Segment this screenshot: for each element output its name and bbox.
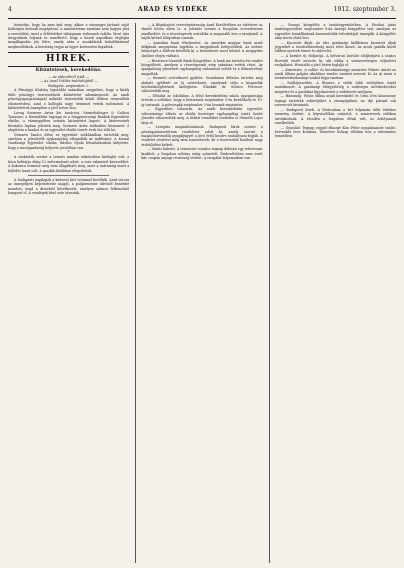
masthead: ARAD ÉS VIDÉKE (137, 6, 208, 13)
news-item: — A kerület új elöljárója. A belvárosi kerület elöljárójává a tanács Horváth Imrét nevezte ki, aki eddig a számvevőségen teljesített szolgálatot. Hivatalát a jövő héten foglalja el. (274, 54, 396, 67)
paragraph: Nemzeti Tanács ülése az egyesület székházában tartották meg, amelyen a jelenlevők egyhangúlag elfogadták az indítványt. A Kassai Gazdasági Egyesület elnöke, Bárdos Gyula felszólalásában kifejtette, hogy a mezőgazdaság helyzete javulóban van. (8, 132, 130, 150)
paragraph: A budapesti napilapok a kedvező hírt örömmel közölték. Arad városa az ünnepélyen képviseltette magát, a polgármester üdvözlő beszédet mondott, majd a díszebéd következett, amelyen számos felköszöntő hangzott el. A vendégek késő este távoztak. (8, 177, 130, 195)
news-item: — Ünnepi közgyűlés a tanítóegyesületben. A Pécskai járás tanítóegyesülete szeptember 8-án ünnepi közgyűlést tart, amelyen az egyesület fennállásának huszonötödik évfordulóját ünneplik. A közgyűlés után közös ebéd lesz. (274, 23, 396, 41)
news-item: — Amerikai bank elhelyezése. Az amerikai magyar bank aradi fiókjának megnyitása ügyében a tárgyalások befejeződtek. Az intézet helyiségét a főtéren bérelték ki, a berendezés most készül. A megnyitás október elején várható. (141, 40, 263, 58)
paragraph: A Pénzügyi Közlöny legutóbbi számában megjelent, hogy a király több pénzügyi tisztviselőnek kitüntetést adományozott. Az aradi pénzügyigazgatóságnál működő tisztviselők közül többen részesültek elismerésben, amit a kollegák nagy örömmel vettek tudomásul. A kitüntetettek ünneplése a jövő héten lesz. (8, 88, 130, 110)
column-1 (8, 23, 129, 563)
byline-source: — Az Arad Vidéke tudósítójától — (39, 79, 98, 84)
divider (28, 175, 109, 176)
paragraph: A szakértők szerint a termés minden tekintetben kielégítő volt, a búza hektárja átlag 12 métermázsát adott, a rozs valamivel kevesebbet. A kukorica termése még nem állapítható meg, mert a szárazság miatt a fejlődés lassú volt. A gazdák általában elégedettek. (8, 155, 130, 173)
news-item: — A Bégahajózó részvénytársaság Arad Kerületében az üzletévet az elmúlt héten zárta le. A jelentés szerint a forgalom örvendetesen emelkedett, és a részvényesek osztaléka is magasabb lesz a tavalyinál. A hajók kitűnő állapotban vannak. (141, 23, 263, 41)
article-headline: Kitüntetések, kerekedéise. (35, 68, 102, 74)
news-item: — Vasúti baleset. A temesvári vonalon tegnap délután egy tehervonat kisiklott, a forgalom néhány óráig szünetelt. Emberéletben nem esett kár, csupán anyagi veszteség történt. A vizsgálat folyamatban van. (141, 147, 263, 161)
section-title: HÍREK. (8, 52, 129, 67)
column-2 (135, 23, 262, 563)
column-3 (269, 23, 396, 563)
page-number: 4 (8, 6, 12, 13)
news-item: — Nemzeti szövetkezet gyűlése. Szombaton délután tartotta meg alakuló gyűlését az új szövetkezet, amelynek célja a kisgazdák hitelszükségletének kielégítése. Elnökké dr. Kovács Ferencet választották meg. (141, 76, 263, 94)
news-item: — Házasság. Weisz Miksa aradi kereskedő és Grün Irén kisasszony tegnap tartották esküvőjüket a zsinagógában. Az ifjú párnak sok szerencsét kívánunk. (274, 94, 396, 108)
news-item: — Kinevezés. A vallás- és közoktatásügyi miniszter Fekete Antalt az aradi állami polgári iskolához rendes tanárrá nevezte ki. Az új tanár a természettudományi szakot fogja tanítani. (274, 67, 396, 81)
news-item: — Leveglas magánhivatalnok. Budapesti hírek szerint a pénzügyminisztérium rendeletet adott ki, amely szerint a magántisztviselők nyugdíjügyét a jövő évtől kezdve szabályozni fogják. A rendelet részletei még nem ismeretesek, de a tisztviselők körében nagy érdeklődést keltett. (141, 125, 263, 147)
page-header (8, 6, 396, 19)
paragraph: Lovag Szemere Artur kir. tanácsos, Szemebalinger & Gulácsi Tanácsos, a főrendiházi tagsága és a Magyarországi Bankok Egyesülete elnöke, a vármegyében szintén kitüntetést kapott. A kinevezések hivatalos lapban jelentek meg. Szemere Artur működése közismert, ő alapította a bankot és az egyesület elnöki tisztét évek óta tölti be. (8, 110, 130, 132)
news-item: — Gyászhír. Tegnap reggel elhunyt Kiss Péter nyugalmazott tanító, hetvenkét éves korában. Temetése holnap délután lesz a református temetőben. (274, 125, 396, 139)
news-item: — Előadás az iskolában. A felső kereskedelmi iskola igazgatósága értesíti a szülőket, hogy a beiratások szeptember 5-én kezdődnek és 10-ig tartanak. A pótvizsgák szeptember 3-án lesznek megtartva. (141, 94, 263, 107)
separator-star: * (67, 150, 70, 155)
news-item: — Beszterce-Naszódi Bank Közgyűlése. A bank ma tartotta évi rendes közgyűlését, amelyen a részvényesek szép számban vettek részt. Az igazgatóság jelentését egyhangúlag tudomásul vették és a felmentvényt megadták. (141, 58, 263, 76)
news-item: — Budapesti hírek. A fővárosban a hét folyamán több érdekes esemény történt. A képviselőház szünetel, a miniszterek vidéken tartózkodnak. A tőzsdén a forgalom élénk volt, az árfolyamok emelkedtek. (274, 107, 396, 125)
news-item: — Kiosztott díjak. Az idei gazdasági kiállításon kiosztott díjak jegyzékét a rendezőbizottság most tette közzé. Az aradi gazdák közül többen nyertek érmet és oklevelet. (274, 40, 396, 54)
dateline: Budapest, szeptember 2. (48, 83, 90, 88)
news-item: — Egyesületi választás. Az aradi kereskedelmi egyesület választmányi ülésén az elnöki tisztségre egyhangúlag ismét Szabó Józsefet választották meg. A titkári teendőket továbbra is Németh Lajos látja el. (141, 107, 263, 125)
byline: — Az aldezékről írják — (48, 74, 90, 79)
issue-date: 1912. szeptember 3. (333, 6, 396, 13)
article-text: biztosítja, hogy ha nem épít meg, akkor a vármegye járásait saját költségén tartozik megépíteni. A minisztérium azonban nem hagyta jóvá a szerződést, mert a feltételeket túlságosan terhesnek találta. Most újra tárgyalások folynak és remélhető, hogy a közeli napokban végleges megállapodás jön létre, amely után a munkálatok haladéktalanul megkezdődnek. A bizottság tagjai az ügyet kedvezően fogadták. (8, 23, 130, 49)
columns (8, 23, 396, 563)
news-item: — Szöllőpusztítás. A filoxera a vidék több szőlőjében ismét mutatkozott. A gazdasági felügyelőség a szükséges intézkedéseket megtette és a gazdákat figyelmezteti a védekezés módjaira. (274, 81, 396, 94)
